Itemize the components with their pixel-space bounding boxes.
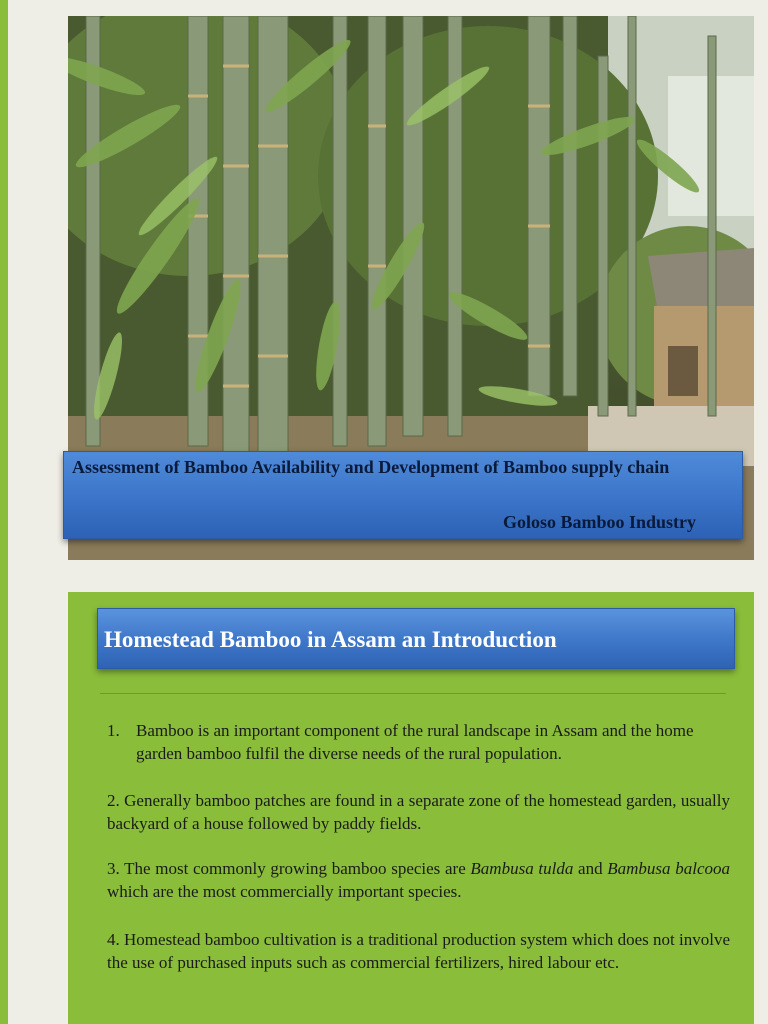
intro-point-3 <box>107 857 730 903</box>
intro-point-1 <box>107 719 730 765</box>
intro-point-4: 4. Homestead bamboo cultivation is a traditional production system which does not involve the use of purchased inputs such as commercial fertilizers, hired labour etc. <box>107 930 730 972</box>
heading-divider <box>100 693 726 694</box>
section-heading: Homestead Bamboo in Assam an Introduction <box>97 608 735 669</box>
intro-point-2: 2. Generally bamboo patches are found in a separate zone of the homestead garden, usually backyard of a house followed by paddy fields. <box>107 791 730 833</box>
point-text: Bamboo is an important component of the rural landscape in Assam and the home garden bamboo fulfil the diverse needs of the rural population. <box>136 721 694 763</box>
left-accent-stripe <box>0 0 8 1024</box>
cover-organization: Goloso Bamboo Industry <box>502 512 696 532</box>
introduction-panel <box>68 592 754 1024</box>
species-bambusa-tulda: Bambusa tulda <box>470 859 574 878</box>
point-3-prefix: 3. The most commonly growing bamboo species are <box>107 859 471 878</box>
point-number: 1. <box>107 721 120 740</box>
cover-title-banner <box>63 451 743 539</box>
cover-title: Assessment of Bamboo Availability and Development of Bamboo supply chain <box>72 457 670 477</box>
species-bambusa-balcooa: Bambusa balcooa <box>607 859 730 878</box>
point-3-joiner: and <box>573 859 608 878</box>
point-3-suffix: which are the most commercially important species. <box>107 882 462 901</box>
